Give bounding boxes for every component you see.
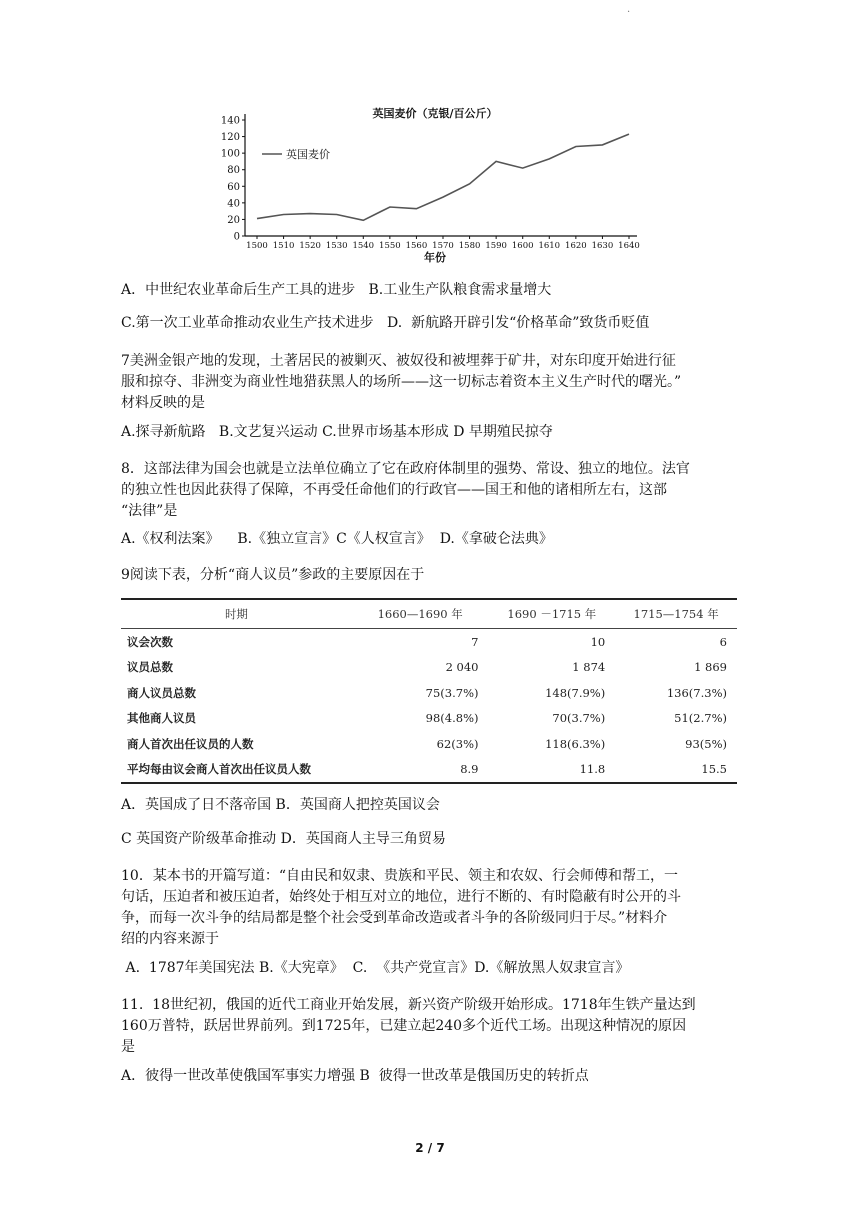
table-cell: 75(3.7%) <box>425 685 479 700</box>
table-cell: 议会次数 <box>127 634 173 649</box>
q9-options-line-2: C 英国资产阶级革命推动 D．英国商人主导三角贸易 <box>121 831 446 847</box>
table-header-cell: 1660—1690 年 <box>352 599 489 629</box>
x-tick-label: 1610 <box>538 241 561 251</box>
q9-stem: 9阅读下表，分析“商人议员”参政的主要原因在于 <box>121 567 425 583</box>
table-header-cell: 1690 －1715 年 <box>489 599 616 629</box>
table-cell: 1 874 <box>572 660 606 675</box>
table-cell: 8.9 <box>460 762 479 777</box>
y-tick-label: 100 <box>220 148 240 160</box>
x-tick-label: 1540 <box>352 241 375 251</box>
table-cell: 98(4.8%) <box>425 711 479 726</box>
y-tick-label: 60 <box>227 181 240 193</box>
q7-stem: 7美洲金银产地的发现，土著居民的被剿灭、被奴役和被埋葬于矿井，对东印度开始进行征 服和掠夺、非洲变为商业性地猎获黑人的场所——这一切标志着资本主义生产时代的曙光。” 材料反映的是 <box>121 353 682 411</box>
table-row <box>121 655 737 681</box>
x-tick-label: 1570 <box>432 241 454 251</box>
table-cell: 62(3%) <box>436 736 479 751</box>
y-tick-label: 20 <box>227 214 240 226</box>
q8-stem: 8．这部法律为国会也就是立法单位确立了它在政府体制里的强势、常设、独立的地位。法官 的独立性也因此获得了保障，不再受任命他们的行政官——国王和他的诸相所左右，这部 “法律”是 <box>121 461 690 519</box>
table-cell: 议员总数 <box>127 660 173 675</box>
x-tick-label: 1510 <box>272 241 295 251</box>
table-cell: 商人首次出任议员的人数 <box>127 736 254 751</box>
q7-options: A.探寻新航路 B.文艺复兴运动 C.世界市场基本形成 D 早期殖民掠夺 <box>121 424 553 440</box>
chart-svg <box>205 98 645 266</box>
x-tick-label: 1590 <box>485 241 507 251</box>
x-tick-label: 1620 <box>565 241 587 251</box>
wheat-price-chart <box>205 98 645 266</box>
table-cell: 136(7.3%) <box>666 685 727 700</box>
y-tick-label: 140 <box>220 115 240 127</box>
q11-options: A．彼得一世改革使俄国军事实力增强 B 彼得一世改革是俄国历史的转折点 <box>121 1068 589 1084</box>
legend-label: 英国麦价 <box>286 148 330 161</box>
table-row <box>121 706 737 732</box>
table-cell: 6 <box>719 634 727 649</box>
table-header-cell: 时期 <box>121 599 352 629</box>
y-tick-label: 120 <box>220 132 240 144</box>
table-cell: 7 <box>471 634 479 649</box>
x-tick-label: 1550 <box>379 241 401 251</box>
x-tick-label: 1520 <box>299 241 321 251</box>
table-cell: 10 <box>590 634 606 649</box>
q6-option-line-2: C.第一次工业革命推动农业生产技术进步 D. 新航路开辟引发“价格革命”致货币贬值 <box>121 315 650 331</box>
table-cell: 118(6.3%) <box>545 736 606 751</box>
x-axis-label: 年份 <box>424 251 446 264</box>
x-tick-label: 1500 <box>246 241 268 251</box>
x-tick-label: 1640 <box>618 241 640 251</box>
page-number: 2 / 7 <box>415 1141 445 1155</box>
x-tick-label: 1530 <box>325 241 348 251</box>
chart-title: 英国麦价（克银/百公斤） <box>372 107 498 120</box>
table-cell: 15.5 <box>701 762 727 777</box>
y-tick-label: 40 <box>227 198 240 210</box>
x-tick-label: 1630 <box>591 241 614 251</box>
table-row <box>121 680 737 706</box>
table-row <box>121 629 737 655</box>
table-header-row <box>121 599 737 629</box>
table-cell: 70(3.7%) <box>552 711 606 726</box>
q8-options: A.《权利法案》 B.《独立宣言》C《人权宣言》 D.《拿破仑法典》 <box>121 531 553 547</box>
table-cell: 其他商人议员 <box>127 711 196 726</box>
table-cell: 93(5%) <box>685 736 727 751</box>
table-cell: 平均每由议会商人首次出任议员人数 <box>127 762 311 777</box>
x-tick-label: 1560 <box>405 241 428 251</box>
q10-options: A. 1787年美国宪法 B.《大宪章》 C. 《共产党宣言》D.《解放黑人奴隶宣言》 <box>121 960 630 976</box>
q9-options-line-1: A．英国成了日不落帝国 B．英国商人把控英国议会 <box>121 797 440 813</box>
q6-option-line-1: A．中世纪农业革命后生产工具的进步 B.工业生产队粮食需求量增大 <box>121 282 552 298</box>
table-row <box>121 731 737 757</box>
x-tick-label: 1580 <box>458 241 481 251</box>
table-cell: 51(2.7%) <box>674 711 727 726</box>
header-mark: . <box>627 4 631 15</box>
table-cell: 148(7.9%) <box>545 685 606 700</box>
table-cell: 11.8 <box>579 762 606 777</box>
merchant-mp-table <box>121 598 737 784</box>
y-tick-label: 80 <box>227 165 240 177</box>
table-cell: 1 869 <box>694 660 727 675</box>
x-tick-label: 1600 <box>511 241 534 251</box>
q11-stem: 11. 18世纪初，俄国的近代工商业开始发展，新兴资产阶级开始形成。1718年生铁产量达到 160万普特，跃居世界前列。到1725年，已建立起240多个近代工场。出现这种情况的原因 是 <box>121 997 696 1055</box>
table-cell: 商人议员总数 <box>127 685 196 700</box>
table-row <box>121 757 737 784</box>
table-header-cell: 1715—1754 年 <box>615 599 737 629</box>
y-tick-label: 0 <box>233 231 240 243</box>
q10-stem: 10．某本书的开篇写道：“自由民和奴隶、贵族和平民、领主和农奴、行会师傅和帮工，一 句话，压迫者和被压迫者，始终处于相互对立的地位，进行不断的、有时隐蔽有时公开的斗 争，而每一次斗争的结局都是整个社会受到革命改造或者斗争的各阶级同归于尽。”材料介 绍的内容来源于 <box>121 868 681 947</box>
table-cell: 2 040 <box>445 660 479 675</box>
